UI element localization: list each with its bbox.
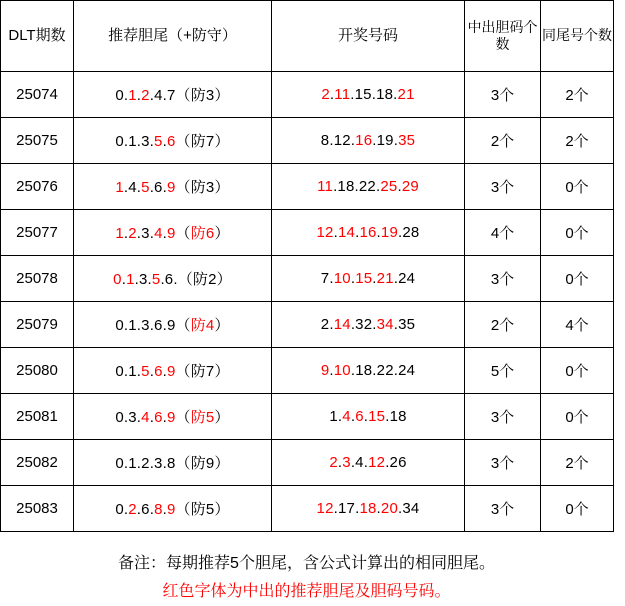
- plain-text: .: [350, 408, 356, 425]
- cell-issue: 25078: [1, 256, 74, 302]
- plain-text: .: [376, 500, 381, 517]
- cell-tips: [74, 118, 272, 164]
- footer-note-line-1: 备注：每期推荐5个胆尾，含公式计算出的相同胆尾。: [118, 555, 495, 572]
- plain-text: 0.1.2.3.8（防9）: [115, 455, 230, 472]
- cell-numbers: [272, 256, 465, 302]
- cell-tail-count: 2个: [541, 118, 614, 164]
- cell-issue: 25074: [1, 72, 74, 118]
- plain-text: （: [175, 409, 191, 426]
- highlighted-text: 2: [329, 454, 338, 471]
- cell-tips: [74, 394, 272, 440]
- plain-text: .: [162, 501, 167, 518]
- highlighted-text: 35: [398, 132, 416, 149]
- plain-text: .: [337, 454, 343, 471]
- plain-text: .17.: [333, 500, 360, 517]
- cell-numbers: [272, 164, 465, 210]
- plain-text: 0.1.: [115, 363, 142, 380]
- plain-text: .: [329, 86, 335, 103]
- table-row: [1, 210, 614, 256]
- plain-text: 1.: [329, 408, 343, 425]
- highlighted-text: 3: [342, 454, 351, 471]
- cell-issue: 25080: [1, 348, 74, 394]
- plain-text: .: [162, 225, 167, 242]
- cell-numbers: [272, 302, 465, 348]
- plain-text: .32.: [350, 316, 377, 333]
- plain-text: 0.: [115, 87, 129, 104]
- cell-tips: [74, 256, 272, 302]
- table-row: [1, 164, 614, 210]
- plain-text: .: [149, 363, 155, 380]
- cell-issue: 25083: [1, 486, 74, 532]
- cell-tips: [74, 440, 272, 486]
- cell-issue: 25081: [1, 394, 74, 440]
- plain-text: （防5）: [175, 501, 230, 518]
- plain-text: .4.: [123, 179, 142, 196]
- plain-text: .3.: [134, 271, 152, 288]
- cell-tail-count: 2个: [541, 440, 614, 486]
- plain-text: .: [333, 224, 338, 241]
- footer-note-line-2: 红色字体为中出的推荐胆尾及胆码号码。: [162, 583, 451, 600]
- plain-text: ）: [214, 409, 230, 426]
- cell-tail-count: 0个: [541, 164, 614, 210]
- table-row: [1, 256, 614, 302]
- highlighted-text: 1: [126, 271, 135, 288]
- plain-text: .: [149, 409, 155, 426]
- plain-text: .6.: [136, 501, 155, 518]
- plain-text: .18: [385, 408, 407, 425]
- highlighted-text: 5: [154, 133, 163, 150]
- highlighted-text: 14: [337, 224, 356, 241]
- plain-text: （防3）: [175, 179, 230, 196]
- plain-text: 0.3.: [115, 409, 142, 426]
- highlighted-text: 1: [115, 179, 124, 196]
- highlighted-text: 防6: [190, 225, 215, 242]
- table-row: [1, 72, 614, 118]
- cell-issue: 25079: [1, 302, 74, 348]
- highlighted-text: 9: [166, 225, 176, 242]
- highlighted-text: 18: [359, 500, 377, 517]
- highlighted-text: 21: [397, 86, 415, 103]
- cell-hit-count: 5个: [465, 348, 541, 394]
- highlighted-text: 19: [380, 224, 399, 241]
- plain-text: .: [355, 224, 360, 241]
- highlighted-text: 15: [368, 408, 386, 425]
- cell-tail-count: 0个: [541, 394, 614, 440]
- highlighted-text: 11: [317, 178, 334, 195]
- highlighted-text: 9: [320, 362, 330, 379]
- plain-text: 7.: [320, 270, 334, 287]
- highlighted-text: 9: [166, 409, 176, 426]
- plain-text: 2.: [320, 316, 334, 333]
- plain-text: .26: [385, 454, 407, 471]
- highlighted-text: 4: [342, 408, 351, 425]
- table-body: [1, 72, 614, 532]
- highlighted-text: 10: [333, 270, 351, 287]
- cell-hit-count: 4个: [465, 210, 541, 256]
- footer-notes: [0, 532, 613, 606]
- cell-numbers: [272, 118, 465, 164]
- table-header-row: [1, 1, 614, 72]
- cell-issue: 25077: [1, 210, 74, 256]
- cell-tips: [74, 348, 272, 394]
- plain-text: （防7）: [175, 363, 230, 380]
- highlighted-text: 12: [316, 224, 334, 241]
- highlighted-text: 9: [166, 501, 176, 518]
- cell-hit-count: 2个: [465, 118, 541, 164]
- table-header: [1, 1, 614, 72]
- cell-hit-count: 3个: [465, 256, 541, 302]
- cell-numbers: [272, 72, 465, 118]
- cell-hit-count: 3个: [465, 440, 541, 486]
- highlighted-text: 防5: [190, 409, 215, 426]
- cell-hit-count: 2个: [465, 302, 541, 348]
- cell-numbers: [272, 394, 465, 440]
- cell-issue: 25076: [1, 164, 74, 210]
- table-row: [1, 440, 614, 486]
- plain-text: .: [162, 133, 167, 150]
- cell-tail-count: 0个: [541, 210, 614, 256]
- cell-tips: [74, 210, 272, 256]
- plain-text: ）: [214, 317, 230, 334]
- plain-text: 8.12.: [320, 132, 356, 149]
- cell-issue: 25082: [1, 440, 74, 486]
- highlighted-text: 2: [321, 86, 330, 103]
- highlighted-text: 10: [333, 362, 351, 379]
- table-row: [1, 394, 614, 440]
- highlighted-text: 6: [154, 409, 163, 426]
- highlighted-text: 15: [355, 270, 373, 287]
- highlighted-text: 9: [166, 179, 176, 196]
- table-row: [1, 348, 614, 394]
- cell-hit-count: 3个: [465, 486, 541, 532]
- plain-text: .: [363, 408, 369, 425]
- highlighted-text: 1: [115, 225, 124, 242]
- cell-numbers: [272, 348, 465, 394]
- plain-text: .35: [393, 316, 416, 333]
- highlighted-text: 29: [401, 178, 419, 195]
- plain-text: .24: [393, 270, 416, 287]
- highlighted-text: 16: [359, 224, 377, 241]
- plain-text: .: [162, 363, 167, 380]
- plain-text: .: [121, 271, 127, 288]
- plain-text: .4.7（防3）: [149, 87, 230, 104]
- highlighted-text: 5: [151, 271, 161, 288]
- highlighted-text: 6: [154, 363, 163, 380]
- highlighted-text: 2: [128, 225, 137, 242]
- column-header-tips: 推荐胆尾（+防守）: [74, 1, 272, 72]
- cell-numbers: [272, 210, 465, 256]
- highlighted-text: 14: [333, 316, 351, 333]
- highlighted-text: 21: [376, 270, 394, 287]
- plain-text: .19.: [372, 132, 399, 149]
- table-row: [1, 302, 614, 348]
- plain-text: .15.18.: [350, 86, 398, 103]
- plain-text: .28: [398, 224, 420, 241]
- plain-text: 0.1.3.: [115, 133, 155, 150]
- cell-tail-count: 0个: [541, 256, 614, 302]
- highlighted-text: 5: [141, 179, 150, 196]
- cell-tips: [74, 486, 272, 532]
- highlighted-text: 11: [334, 86, 351, 103]
- highlighted-text: 4: [154, 225, 163, 242]
- plain-text: ）: [214, 225, 230, 242]
- table-row: [1, 486, 614, 532]
- highlighted-text: 5: [141, 363, 150, 380]
- column-header-hit-count: 中出胆码个数: [465, 1, 541, 72]
- cell-hit-count: 3个: [465, 164, 541, 210]
- highlighted-text: 6: [166, 133, 176, 150]
- plain-text: .: [397, 178, 402, 195]
- table-row: [1, 118, 614, 164]
- highlighted-text: 12: [316, 500, 334, 517]
- highlighted-text: 16: [355, 132, 373, 149]
- highlighted-text: 1: [128, 87, 137, 104]
- column-header-issue: DLT期数: [1, 1, 74, 72]
- cell-tips: [74, 164, 272, 210]
- column-header-numbers: 开奖号码: [272, 1, 465, 72]
- plain-text: 0.1.3.6.9（: [115, 317, 191, 334]
- column-header-tail-count: 同尾号个数: [541, 1, 614, 72]
- plain-text: .18.22.: [333, 178, 381, 195]
- plain-text: .: [329, 362, 334, 379]
- highlighted-text: 12: [368, 454, 386, 471]
- plain-text: （防7）: [175, 133, 230, 150]
- cell-tips: [74, 302, 272, 348]
- cell-tail-count: 4个: [541, 302, 614, 348]
- highlighted-text: 25: [380, 178, 398, 195]
- highlighted-text: 防4: [190, 317, 215, 334]
- plain-text: .6.: [149, 179, 167, 196]
- cell-hit-count: 3个: [465, 394, 541, 440]
- plain-text: .: [136, 87, 142, 104]
- plain-text: 0.: [115, 501, 129, 518]
- plain-text: （: [175, 225, 191, 242]
- plain-text: .18.22.24: [350, 362, 416, 379]
- plain-text: .6.（防2）: [160, 271, 232, 288]
- highlighted-text: 2: [128, 501, 137, 518]
- highlighted-text: 4: [141, 409, 150, 426]
- plain-text: .: [376, 224, 381, 241]
- plain-text: .34: [398, 500, 420, 517]
- cell-tail-count: 0个: [541, 348, 614, 394]
- cell-issue: 25075: [1, 118, 74, 164]
- plain-text: .: [350, 270, 356, 287]
- highlighted-text: 6: [355, 408, 364, 425]
- cell-numbers: [272, 486, 465, 532]
- highlighted-text: 2: [141, 87, 150, 104]
- cell-hit-count: 3个: [465, 72, 541, 118]
- plain-text: .4.: [350, 454, 369, 471]
- cell-tail-count: 0个: [541, 486, 614, 532]
- highlighted-text: 9: [166, 363, 176, 380]
- highlighted-text: 8: [154, 501, 163, 518]
- plain-text: .: [162, 409, 167, 426]
- highlighted-text: 34: [376, 316, 394, 333]
- plain-text: .: [123, 225, 129, 242]
- plain-text: .3.: [136, 225, 155, 242]
- highlighted-text: 20: [380, 500, 399, 517]
- highlighted-text: 0: [113, 271, 122, 288]
- cell-tail-count: 2个: [541, 72, 614, 118]
- cell-numbers: [272, 440, 465, 486]
- plain-text: .: [372, 270, 377, 287]
- cell-tips: [74, 72, 272, 118]
